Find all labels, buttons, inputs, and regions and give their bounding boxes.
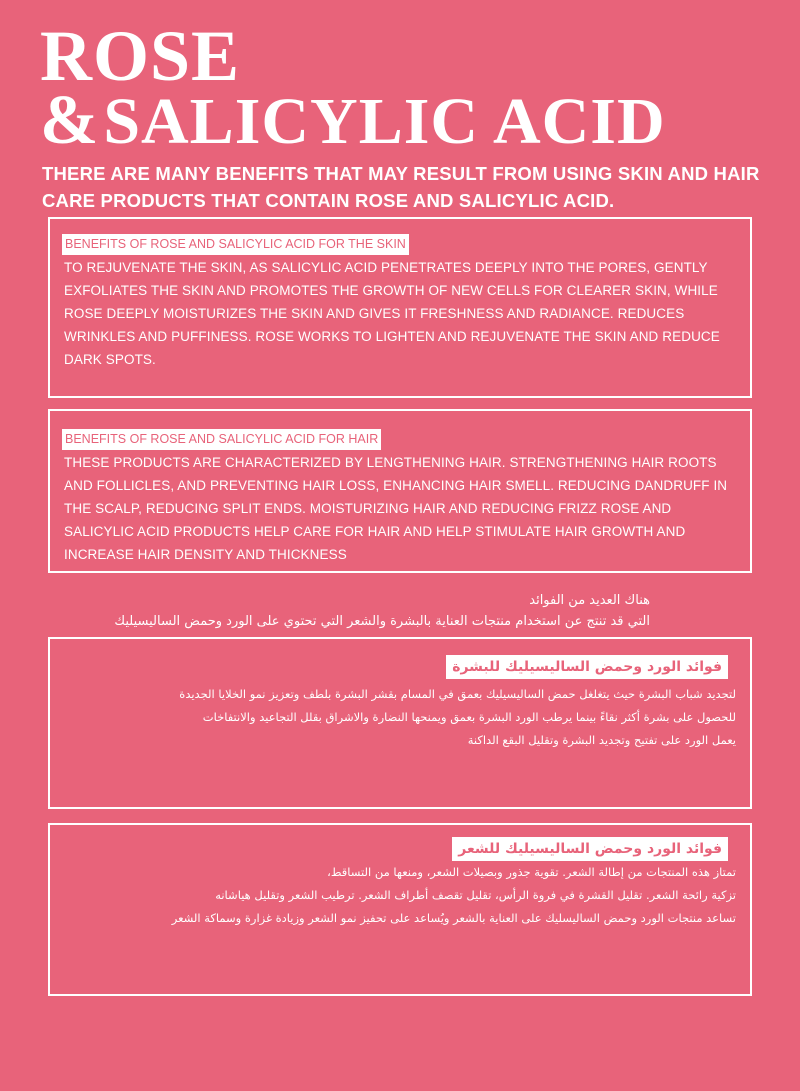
arabic-hair-box [48, 823, 752, 996]
title-ampersand: & [40, 82, 100, 159]
arabic-hair-text [58, 861, 736, 930]
subtitle: THERE ARE MANY BENEFITS THAT MAY RESULT FROM USING SKIN AND HAIR CARE PRODUCTS THAT CONTAIN ROSE AND SALICYLIC ACID. [42, 163, 760, 211]
arabic-hair-line-3: تساعد منتجات الورد وحمض الساليسليك على العناية بالشعر ويُساعد على تحفيز نمو الشعر وزيادة غزارة وسماكة الشعر [171, 911, 736, 925]
arabic-hair-line-2: تزكية رائحة الشعر. تقليل القشرة في فروة الرأس، تقليل تقصف أطراف الشعر. ترطيب الشعر وتقليل هياشانه [215, 888, 736, 902]
hair-benefits-heading: BENEFITS OF ROSE AND SALICYLIC ACID FOR HAIR [62, 429, 381, 450]
arabic-hair-heading: فوائد الورد وحمض الساليسيليك للشعر [452, 837, 728, 861]
hair-benefits-box [48, 409, 752, 573]
arabic-hair-line-1: تمتاز هذه المنتجات من إطالة الشعر. تقوية جذور وبصيلات الشعر، ومنعها من التساقط، [327, 865, 736, 879]
arabic-skin-line-3: يعمل الورد على تفتيح وتجديد البشرة وتقليل البقع الداكنة [467, 733, 736, 747]
title-line-1: ROSE [40, 16, 241, 96]
arabic-skin-heading: فوائد الورد وحمض الساليسيليك للبشرة [446, 655, 728, 679]
arabic-intro-line-2: التي قد تنتج عن استخدام منتجات العناية بالبشرة والشعر التي تحتوي على الورد وحمض الساليسيليك [114, 614, 650, 629]
arabic-skin-box [48, 637, 752, 809]
arabic-skin-line-1: لتجديد شباب البشرة حيث يتغلغل حمض الساليسيليك بعمق في المسام بقشر البشرة بلطف وتعزيز نمو الخلايا الجديدة [179, 687, 736, 701]
title-line-2-text: SALICYLIC ACID [103, 85, 666, 158]
skin-benefits-heading: BENEFITS OF ROSE AND SALICYLIC ACID FOR THE SKIN [62, 234, 409, 255]
title-line-2 [40, 82, 666, 159]
skin-benefits-box [48, 217, 752, 398]
skin-benefits-text: TO REJUVENATE THE SKIN, AS SALICYLIC ACID PENETRATES DEEPLY INTO THE PORES, GENTLY EXFOLIATES THE SKIN AND PROMOTES THE GROWTH OF NEW CELLS FOR CLEARER SKIN, WHILE ROSE DEEPLY MOISTURIZES THE SKIN AND GIVES IT FRESHNESS AND RADIANCE. REDUCES WRINKLES AND PUFFINESS. ROSE WORKS TO LIGHTEN AND REJUVENATE THE SKIN AND REDUCE DARK SPOTS. [64, 260, 720, 367]
arabic-skin-line-2: للحصول على بشرة أكثر نقاءً بينما يرطب الورد البشرة بعمق ويمنحها النضارة والاشراق بقلل التجاعيد والانتفاخات [202, 710, 736, 724]
arabic-intro [50, 590, 650, 632]
arabic-intro-line-1: هناك العديد من الفوائد [529, 593, 650, 608]
hair-benefits-text: THESE PRODUCTS ARE CHARACTERIZED BY LENGTHENING HAIR. STRENGTHENING HAIR ROOTS AND FOLLICLES, AND PREVENTING HAIR LOSS, ENHANCING HAIR SMELL. REDUCING DANDRUFF IN THE SCALP, REDUCING SPLIT ENDS. MOISTURIZING HAIR AND REDUCING FRIZZ ROSE AND SALICYLIC ACID PRODUCTS HELP CARE FOR HAIR AND HELP STIMULATE HAIR GROWTH AND INCREASE HAIR DENSITY AND THICKNESS [64, 455, 728, 562]
arabic-skin-text [58, 683, 736, 752]
